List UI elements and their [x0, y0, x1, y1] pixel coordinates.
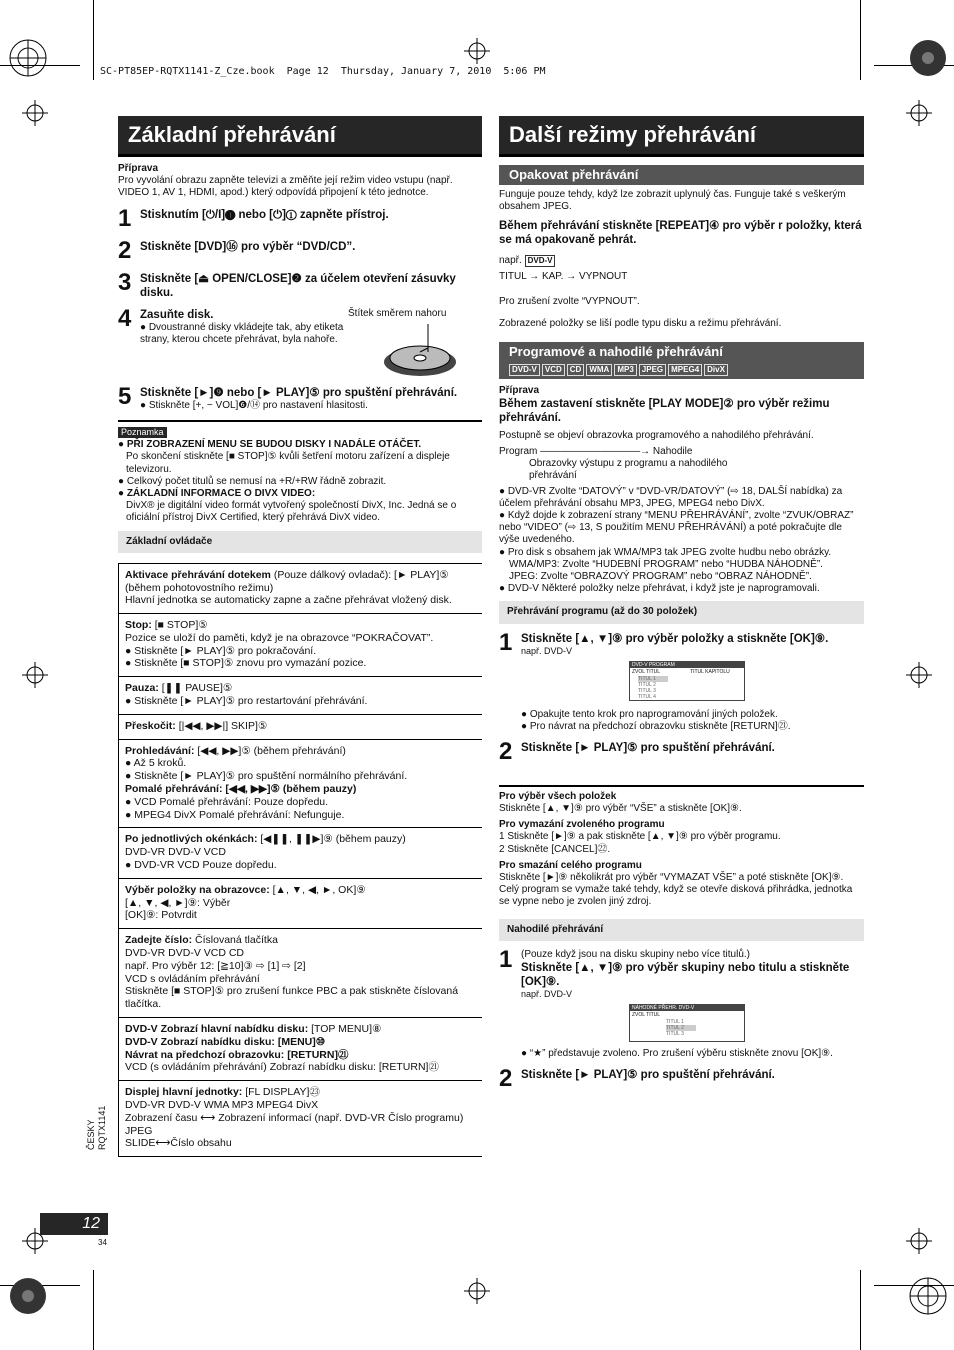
registration-rosette-icon — [908, 1276, 948, 1316]
note-line: Po skončení stiskněte [■ STOP]⑤ kvůli šetření motoru zařízení a displeje televizoru. — [126, 451, 450, 475]
control-box: Pauza: [❚❚ PAUSE]⑤ ● Stiskněte [► PLAY]⑤ pro restartování přehrávání. — [118, 677, 482, 715]
controls-header: Základní ovládače — [118, 531, 482, 553]
program-screen: DVD-V PROGRAM ZVOL TITUL TITUL KAPITOLU TITUL 1 TITUL 2 TITUL 3 TITUL 4 — [629, 661, 745, 701]
repeat-note: Zobrazené položky se liší podle typu disku a režimu přehrávání. — [499, 317, 782, 329]
crop-mark — [860, 0, 861, 80]
control-box: Zadejte číslo: Číslovaná tlačítka DVD-VR DVD-V VCD CD např. Pro výběr 12: [≧10]③ ⇨ [1] ⇨ [2] VCD s ovládáním přehrávání Stiskněte [■ STOP]⑤ pro zrušení funkce PBC a pak stiskněte číslovaná tlačítka. — [118, 929, 482, 1018]
crosshair-icon — [464, 1278, 490, 1304]
control-box: Stop: [■ STOP]⑤ Pozice se uloží do paměti, když je na obrazovce “POKRAČOVAT”. ● Stiskněte [► PLAY]⑤ pro pokračování. ● Stiskněte [■ STOP]⑤ znovu pro vymazání pozice. — [118, 614, 482, 677]
note-line: DivX® je digitální video formát vytvořený společností DivX, Inc. Jedná se o oficiální přístroj DivX Certified, který přehrává DivX video. — [126, 500, 457, 524]
disc-tag: WMA — [586, 364, 612, 376]
program-edit-block: Pro výběr všech položek Stiskněte [▲, ▼]⑨ pro výběr “VŠE” a stiskněte [OK]⑨. Pro vymazání zvoleného programu 1 Stiskněte [►]⑨ a pak stiskněte [▲, ▼]⑨ pro výběr programu. 2 Stiskněte [CANCEL]㉒. Pro smazání celého programu Stiskněte [►]⑨ několikrát pro výběr “VYMAZAT VŠE” a poté stiskněte [OK]⑨. Celý program se vymaže také tehdy, když se otevře disková přihrádka, jednotka se vypne nebo je zvolen jiný zdroj. — [499, 790, 853, 908]
step-4: 4 Zasuňte disk. ● Dvoustranné disky vkládejte tak, aby etiketa strany, kterou chcete přehrávat, byla nahoře. Štítek směrem nahoru — [118, 308, 482, 378]
note-tag: Poznamka — [118, 427, 167, 438]
left-column — [118, 116, 482, 1157]
crosshair-icon — [906, 662, 932, 688]
disc-tag: MP3 — [614, 364, 636, 376]
rand-step-2: 2 Stiskněte [► PLAY]⑤ pro spuštění přehrávání. — [499, 1065, 775, 1093]
crosshair-icon — [22, 100, 48, 126]
subsection-title: Opakovat přehrávání — [499, 165, 864, 185]
prog-step-2: 2 Stiskněte [► PLAY]⑤ pro spuštění přehrávání. — [499, 737, 775, 765]
prog-bullets: ● DVD-VR Zvolte “DATOVÝ” v “DVD-VR/DATOVÝ” (⇨ 18, DALŠÍ nabídka) za účelem přehrávání obsahu MP3, JPEG, MPEG4 nebo DivX. ● Když dojde k zobrazení strany “MENU PŘEHRÁVÁNÍ”, zvolte “ZVUK/OBRAZ” nebo “VIDEO” (⇨ 13, S použitím MENU PŘEHRÁVÁNÍ) a poté pokračujte dle výše uvedeného. ● Pro disk s obsahem jak WMA/MP3 tak JPEG zvolte hudbu nebo obrázky. WMA/MP3: Zvolte “HUDEBNÍ PROGRAM” nebo “HUDBA NÁHODNĚ”. JPEG: Zvolte “OBRAZOVÝ PROGRAM” nebo “OBRAZ NÁHODNĚ”. ● DVD-V Některé položky nelze přehrávat, i když jste je naprogramovali. — [499, 485, 854, 595]
side-language: ČESKY RQTX1141 — [86, 1105, 107, 1150]
repeat-flow: TITUL → KAP. → VYPNOUT — [499, 271, 628, 283]
section-title: Další režimy přehrávání — [499, 116, 864, 157]
small-page-number: 34 — [98, 1238, 107, 1247]
step-5: 5 Stiskněte [►]❾ nebo [► PLAY]⑤ pro spuštění přehrávání. ● Stiskněte [+, − VOL]❻/⑭ pro nastavení hlasitosti. — [118, 386, 482, 412]
crosshair-icon — [22, 662, 48, 688]
note-line: ● ZÁKLADNÍ INFORMACE O DIVX VIDEO: — [118, 487, 316, 499]
crop-mark — [860, 1270, 861, 1350]
crop-mark — [93, 1270, 94, 1350]
step-2: 2 Stiskněte [DVD]⑯ pro výběr “DVD/CD”. — [118, 236, 356, 264]
control-box: Po jednotlivých okénkách: [◀❚❚, ❚❚▶]⑨ (během pauzy) DVD-VR DVD-V VCD ● DVD-VR VCD Pouze dopředu. — [118, 828, 482, 878]
disc-tag: JPEG — [639, 364, 666, 376]
disc-tag: VCD — [542, 364, 565, 376]
priprava-text: Pro vyvolání obrazu zapněte televizi a změňte její režim video vstupu (např. VIDEO 1, AV 1, HDMI, apod.) který odpovídá připojení k této jednotce. — [118, 175, 453, 199]
file-header: SC-PT85EP-RQTX1141-Z_Cze.book Page 12 Thursday, January 7, 2010 5:06 PM — [100, 66, 546, 77]
repeat-instruction: Během přehrávání stiskněte [REPEAT]④ pro výběr r položky, která se má opakovaně pehrát. — [499, 220, 862, 247]
repeat-intro: Funguje pouze tehdy, když lze zobrazit uplynulý čas. Funguje také s veškerým obsahem JPEG. — [499, 188, 846, 213]
control-box: Přeskočit: [|◀◀, ▶▶|] SKIP]⑤ — [118, 715, 482, 740]
right-column — [499, 116, 864, 1092]
control-box: Výběr položky na obrazovce: [▲, ▼, ◀, ►, OK]⑨ [▲, ▼, ◀, ►]⑨: Výběr [OK]⑨: Potvrdit — [118, 879, 482, 929]
note-line: ● PŘI ZOBRAZENÍ MENU SE BUDOU DISKY I NADÁLE OTÁČET. — [118, 439, 422, 451]
crop-mark — [93, 0, 94, 80]
random-screen: NÁHODNÉ PŘEHR. DVD-V ZVOL TITUL TITUL 1 TITUL 2 TITUL 3 — [629, 1004, 745, 1042]
subsection-title: Programové a nahodilé přehrávání — [499, 342, 864, 362]
note-line: ● Celkový počet titulů se nemusí na +R/+RW řádně zobrazit. — [118, 475, 387, 487]
crosshair-icon — [906, 1228, 932, 1254]
program-header: Přehrávání programu (až do 30 položek) — [499, 601, 864, 623]
disc-label: Štítek směrem nahoru — [348, 307, 447, 319]
step-3: 3 Stiskněte [⏏ OPEN/CLOSE]❷ za účelem otevření zásuvky disku. — [118, 268, 456, 299]
registration-disc-icon — [8, 1276, 48, 1316]
prog-cycle-intro: Postupně se objeví obrazovka programového a nahodilého přehrávání. — [499, 429, 814, 441]
disc-type-tags — [499, 362, 864, 379]
control-box: DVD-V Zobrazí hlavní nabídku disku: [TOP MENU]⑧ DVD-V Zobrazí nabídku disku: [MENU]⑩ Návrat na předchozí obrazovku: [RETURN]㉑ VCD (s ovládáním přehrávání) Zobrazí nabídku disku: [RETURN]㉑ — [118, 1018, 482, 1081]
step4-bullet: ● Dvoustranné disky vkládejte tak, aby etiketa strany, kterou chcete přehrávat, byla nahoře. — [140, 321, 344, 345]
disc-tag: DVD-V — [509, 364, 540, 376]
controls-list — [118, 563, 482, 1157]
section-title: Základní přehrávání — [118, 116, 482, 157]
disc-tag: DivX — [704, 364, 728, 376]
priprava-label: Příprava — [118, 163, 159, 174]
disc-tag: CD — [567, 364, 585, 376]
step-1: 1 Stisknutím [⏻/I]❶ nebo [⏻]① zapněte přístroj. — [118, 204, 389, 232]
control-box: Aktivace přehrávání dotekem (Pouze dálkový ovladač): [► PLAY]⑤ (během pohotovostního režimu) Hlavní jednotka se automaticky zapne a začne přehrávat vložený disk. — [118, 563, 482, 614]
note-block — [118, 426, 482, 525]
registration-rosette-icon — [8, 38, 48, 78]
prog-priprava: Příprava — [499, 385, 540, 397]
crosshair-icon — [464, 38, 490, 64]
prog-cycle-diagram: Program ——————————→ Nahodile Obrazovky výstupu z programu a nahodilého přehrávání — [499, 445, 728, 482]
crosshair-icon — [906, 100, 932, 126]
repeat-cancel: Pro zrušení zvolte “VYPNOUT”. — [499, 295, 640, 307]
rand-step-1: 1 (Pouze když jsou na disku skupiny nebo více titulů.) Stiskněte [▲, ▼]⑨ pro výběr skupiny nebo titulu a stiskněte [OK]⑨. např. DVD-V — [499, 945, 850, 1000]
rand-bullet: ● “★” představuje zvoleno. Pro zrušení výběru stiskněte znovu [OK]⑨. — [521, 1047, 833, 1059]
disc-tag: MPEG4 — [668, 364, 702, 376]
disc-insert-icon — [380, 322, 460, 380]
step5-bullet: ● Stiskněte [+, − VOL]❻/⑭ pro nastavení hlasitosti. — [140, 399, 368, 411]
page-number: 12 — [40, 1213, 108, 1235]
random-header: Nahodilé přehrávání — [499, 919, 864, 941]
prog-step1-bullets: ● Opakujte tento krok pro naprogramování jiných položek. ● Pro návrat na předchozí obrazovku stiskněte [RETURN]㉑. — [521, 708, 791, 732]
registration-disc-icon — [908, 38, 948, 78]
repeat-example: např. DVD-V — [499, 255, 864, 267]
prog-step-1: 1 Stiskněte [▲, ▼]⑨ pro výběr položky a stiskněte [OK]⑨. např. DVD-V — [499, 628, 829, 656]
control-box: Displej hlavní jednotky: [FL DISPLAY]㉓ DVD-VR DVD-V WMA MP3 MPEG4 DivX Zobrazení času ⟷ Zobrazení informací (např. DVD-VR Číslo programu) JPEG SLIDE⟷Číslo obsahu — [118, 1081, 482, 1157]
prog-instruction: Během zastavení stiskněte [PLAY MODE]② pro výběr režimu přehrávání. — [499, 398, 830, 425]
control-box: Prohledávání: [◀◀, ▶▶]⑤ (během přehrávání) ● Až 5 kroků. ● Stiskněte [► PLAY]⑤ pro spuštění normálního přehrávání. Pomalé přehrávání: [◀◀, ▶▶]⑤ (během pauzy) ● VCD Pomalé přehrávání: Pouze dopředu. ● MPEG4 DivX Pomalé přehrávání: Nefunguje. — [118, 740, 482, 829]
